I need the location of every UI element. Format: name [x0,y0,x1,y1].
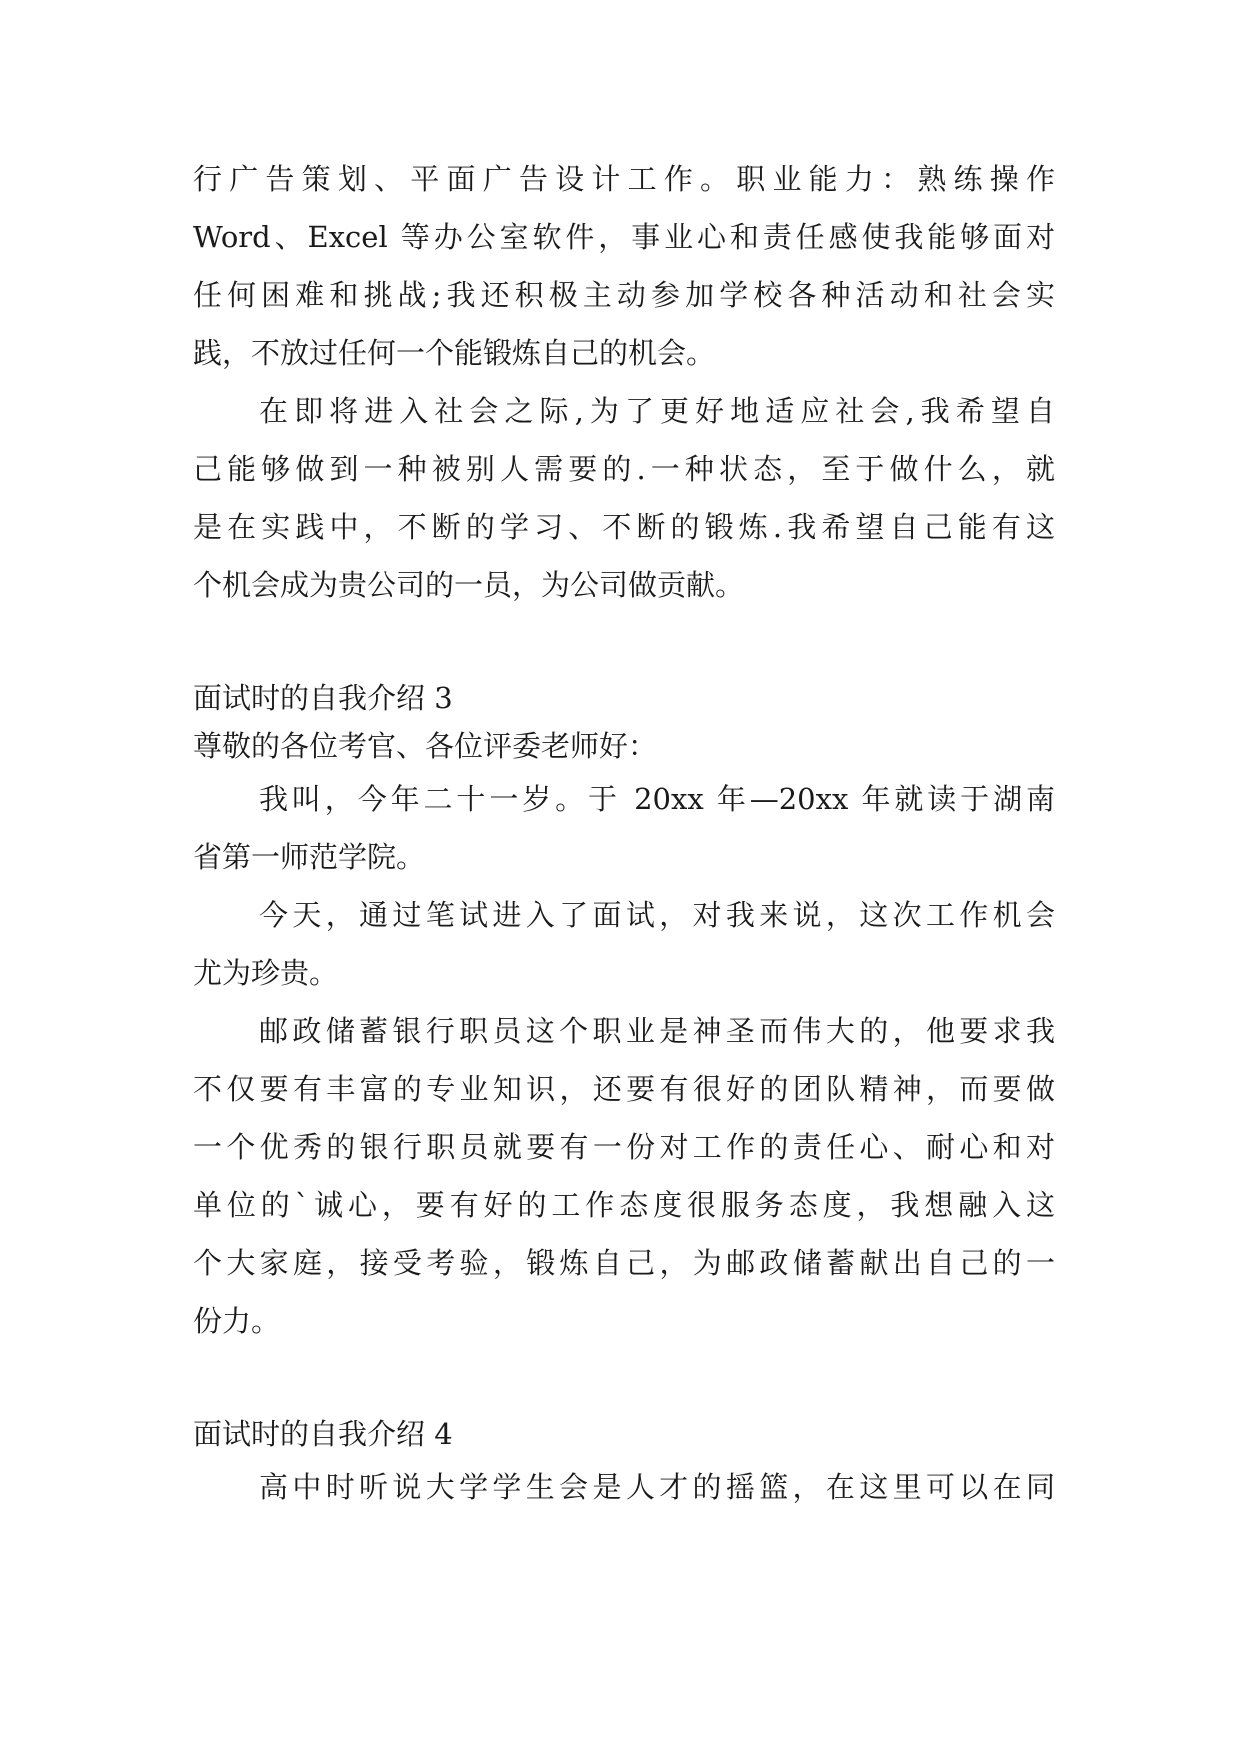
text-line: 个机会成为贵公司的一员，为公司做贡献。 [193,568,745,602]
text-line: 不仅要有丰富的专业知识，还要有很好的团队精神，而要做 [193,1072,1055,1106]
salutation: 尊敬的各位考官、各位评委老师好： [193,729,658,763]
section-spacer [193,1350,1055,1410]
text-line: 是在实践中，不断的学习、不断的锻炼.我希望自己能有这 [193,510,1055,544]
section-spacer [193,614,1055,674]
paragraph-student-union [193,1458,1055,1516]
paragraph-hope [193,382,1055,614]
text-line: 单位的`诚心，要有好的工作态度很服务态度，我想融入这 [193,1188,1055,1222]
text-line: 己能够做到一种被别人需要的.一种状态，至于做什么，就 [193,452,1055,486]
text-line: 尤为珍贵。 [193,956,339,990]
text-line: 省第一师范学院。 [193,840,426,874]
section-heading-3: 面试时的自我介绍 3 [193,681,453,715]
text-line: 践，不放过任何一个能锻炼自己的机会。 [193,336,716,370]
text-line: 在即将进入社会之际,为了更好地适应社会,我希望自 [259,394,1055,428]
text-line: 个大家庭，接受考验，锻炼自己，为邮政储蓄献出自己的一 [193,1246,1055,1280]
text-line: Word、Excel 等办公室软件，事业心和责任感使我能够面对 [193,220,1055,254]
paragraph-interview [193,886,1055,1002]
paragraph-career [193,1002,1055,1350]
text-line: 任何困难和挑战;我还积极主动参加学校各种活动和社会实 [193,278,1055,312]
paragraph-intro [193,770,1055,886]
section-heading-4: 面试时的自我介绍 4 [193,1417,453,1451]
text-line: 高中时听说大学学生会是人才的摇篮，在这里可以在同 [259,1470,1055,1504]
text-line: 份力。 [193,1304,281,1338]
text-line: 今天，通过笔试进入了面试，对我来说，这次工作机会 [259,898,1055,932]
text-line: 一个优秀的银行职员就要有一份对工作的责任心、耐心和对 [193,1130,1055,1164]
text-line: 行广告策划、平面广告设计工作。职业能力：熟练操作 [193,162,1055,196]
paragraph-skills [193,150,1055,382]
text-line: 邮政储蓄银行职员这个职业是神圣而伟大的，他要求我 [259,1014,1055,1048]
document-page [193,150,1055,1516]
text-line: 我叫，今年二十一岁。于 20xx 年—20xx 年就读于湖南 [259,782,1055,816]
